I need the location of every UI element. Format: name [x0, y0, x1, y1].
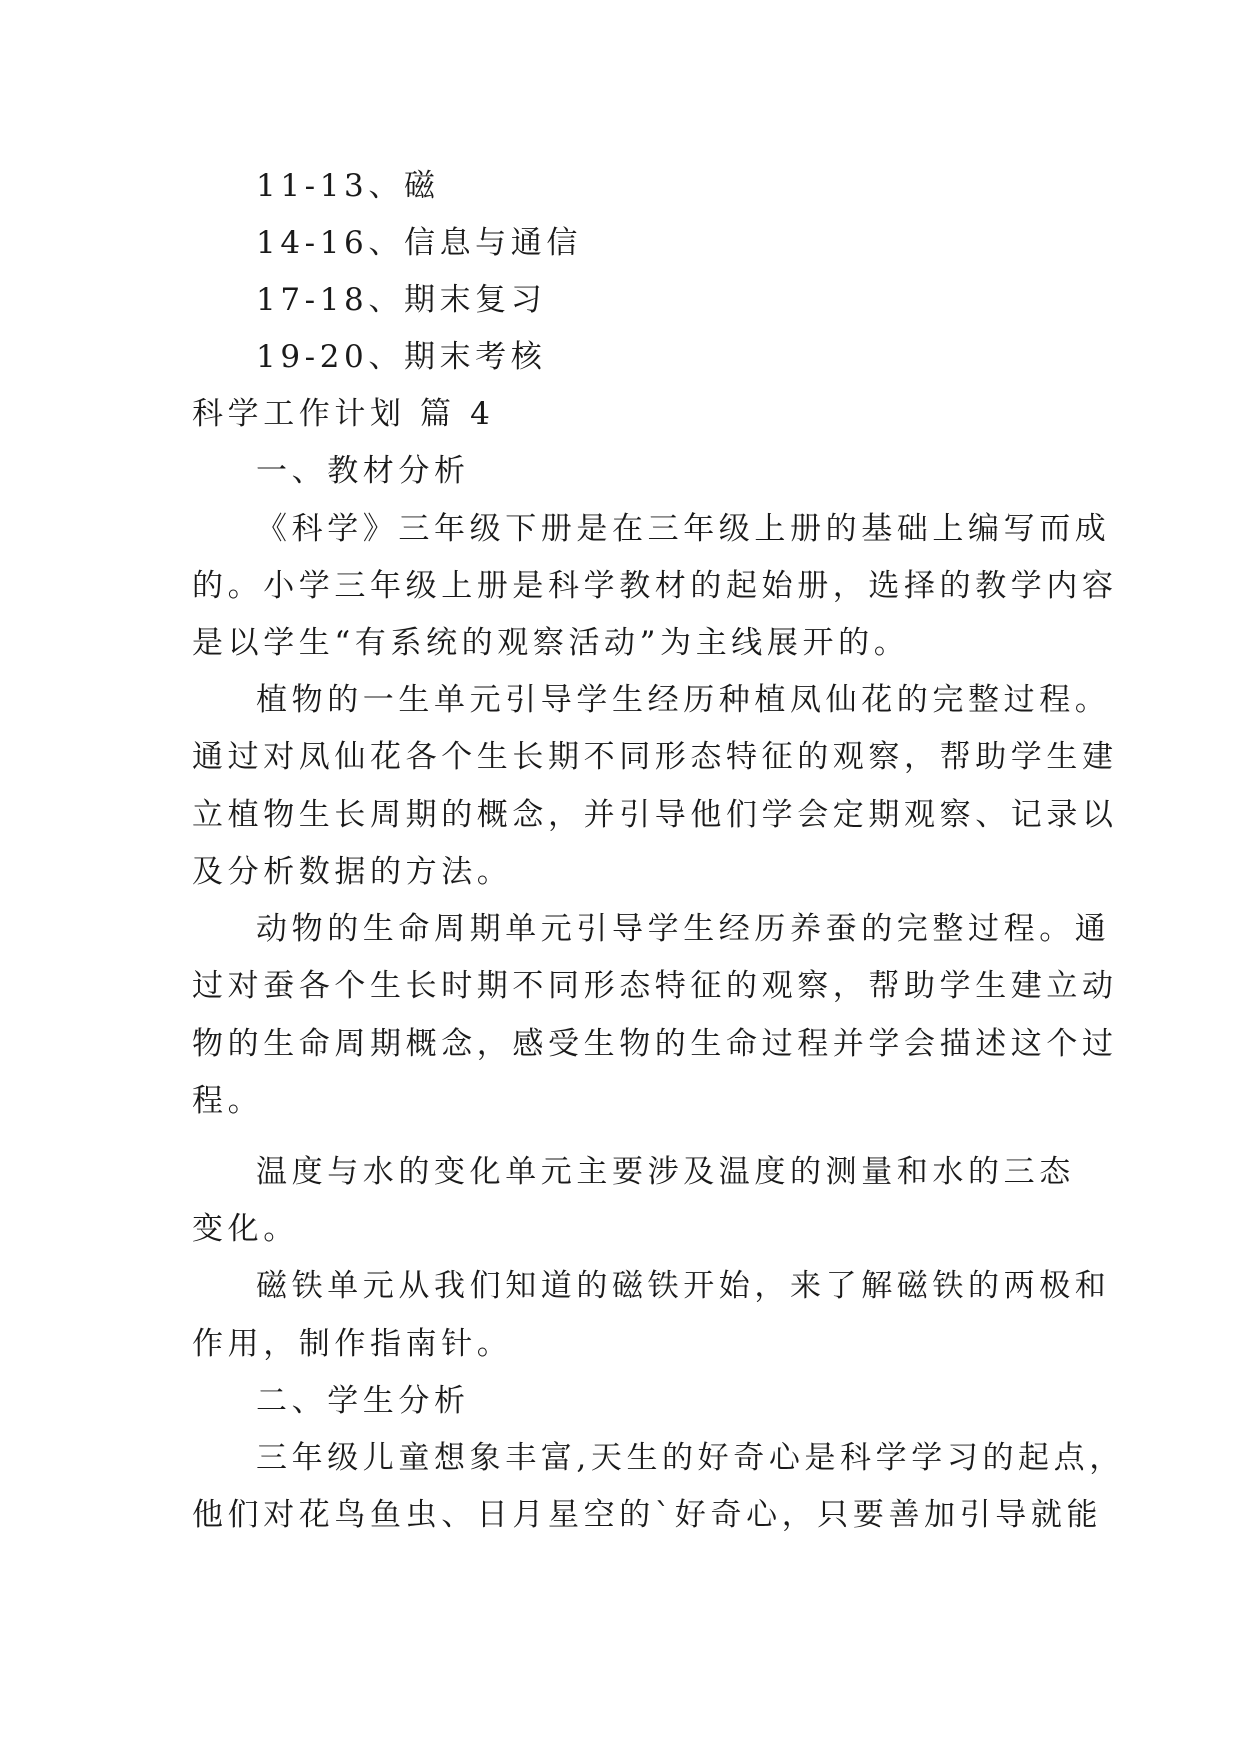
heading-text: 一、教材分析 [256, 453, 470, 489]
paragraph-text: 三年级儿童想象丰富,天生的好奇心是科学学习的起点， [256, 1440, 1125, 1476]
paragraph-line [0, 1081, 1241, 1121]
heading-text: 二、学生分析 [256, 1383, 470, 1419]
paragraph-line [0, 1152, 1241, 1192]
schedule-item-text: 14-16、信息与通信 [256, 225, 582, 261]
paragraph-text: 动物的生命周期单元引导学生经历养蚕的完整过程。通 [256, 911, 1111, 947]
paragraph-line [0, 909, 1241, 949]
paragraph-text: 物的生命周期概念，感受生物的生命过程并学会描述这个过 [192, 1026, 1118, 1062]
paragraph-text: 变化。 [192, 1211, 299, 1247]
paragraph-line [0, 966, 1241, 1006]
paragraph-text: 作用，制作指南针。 [192, 1326, 513, 1362]
paragraph-text: 他们对花鸟鱼虫、日月星空的`好奇心，只要善加引导就能 [192, 1497, 1103, 1533]
paragraph-line [0, 1324, 1241, 1364]
schedule-item [0, 223, 1241, 263]
paragraph-line [0, 795, 1241, 835]
paragraph-text: 温度与水的变化单元主要涉及温度的测量和水的三态 [256, 1154, 1075, 1190]
paragraph-line [0, 1209, 1241, 1249]
paragraph-line [0, 737, 1241, 777]
paragraph-text: 立植物生长周期的概念，并引导他们学会定期观察、记录以 [192, 797, 1118, 833]
paragraph-text: 是以学生“有系统的观察活动”为主线展开的。 [192, 625, 910, 661]
schedule-item-text: 11-13、磁 [256, 168, 440, 204]
paragraph-line [0, 1438, 1241, 1478]
paragraph-line [0, 1266, 1241, 1306]
paragraph-text: 磁铁单元从我们知道的磁铁开始，来了解磁铁的两极和 [256, 1268, 1111, 1304]
paragraph-text: 植物的一生单元引导学生经历种植凤仙花的完整过程。 [256, 682, 1111, 718]
schedule-item [0, 280, 1241, 320]
paragraph-line [0, 509, 1241, 549]
paragraph-line [0, 566, 1241, 606]
paragraph-text: 通过对凤仙花各个生长期不同形态特征的观察，帮助学生建 [192, 739, 1118, 775]
paragraph-line [0, 1495, 1241, 1535]
heading-textbook-analysis [0, 451, 1241, 491]
paragraph-text: 程。 [192, 1083, 264, 1119]
paragraph-line [0, 680, 1241, 720]
paragraph-text: 的。小学三年级上册是科学教材的起始册，选择的教学内容 [192, 568, 1118, 604]
paragraph-line [0, 852, 1241, 892]
heading-student-analysis [0, 1381, 1241, 1421]
paragraph-text: 《科学》三年级下册是在三年级上册的基础上编写而成 [256, 511, 1111, 547]
paragraph-text: 及分析数据的方法。 [192, 854, 513, 890]
schedule-item-text: 19-20、期末考核 [256, 339, 547, 375]
section-title-text: 科学工作计划 篇 4 [192, 396, 495, 432]
paragraph-line [0, 623, 1241, 663]
schedule-item [0, 166, 1241, 206]
schedule-item [0, 337, 1241, 377]
schedule-item-text: 17-18、期末复习 [256, 282, 547, 318]
paragraph-line [0, 1024, 1241, 1064]
section-title [0, 394, 1241, 434]
paragraph-text: 过对蚕各个生长时期不同形态特征的观察，帮助学生建立动 [192, 968, 1118, 1004]
